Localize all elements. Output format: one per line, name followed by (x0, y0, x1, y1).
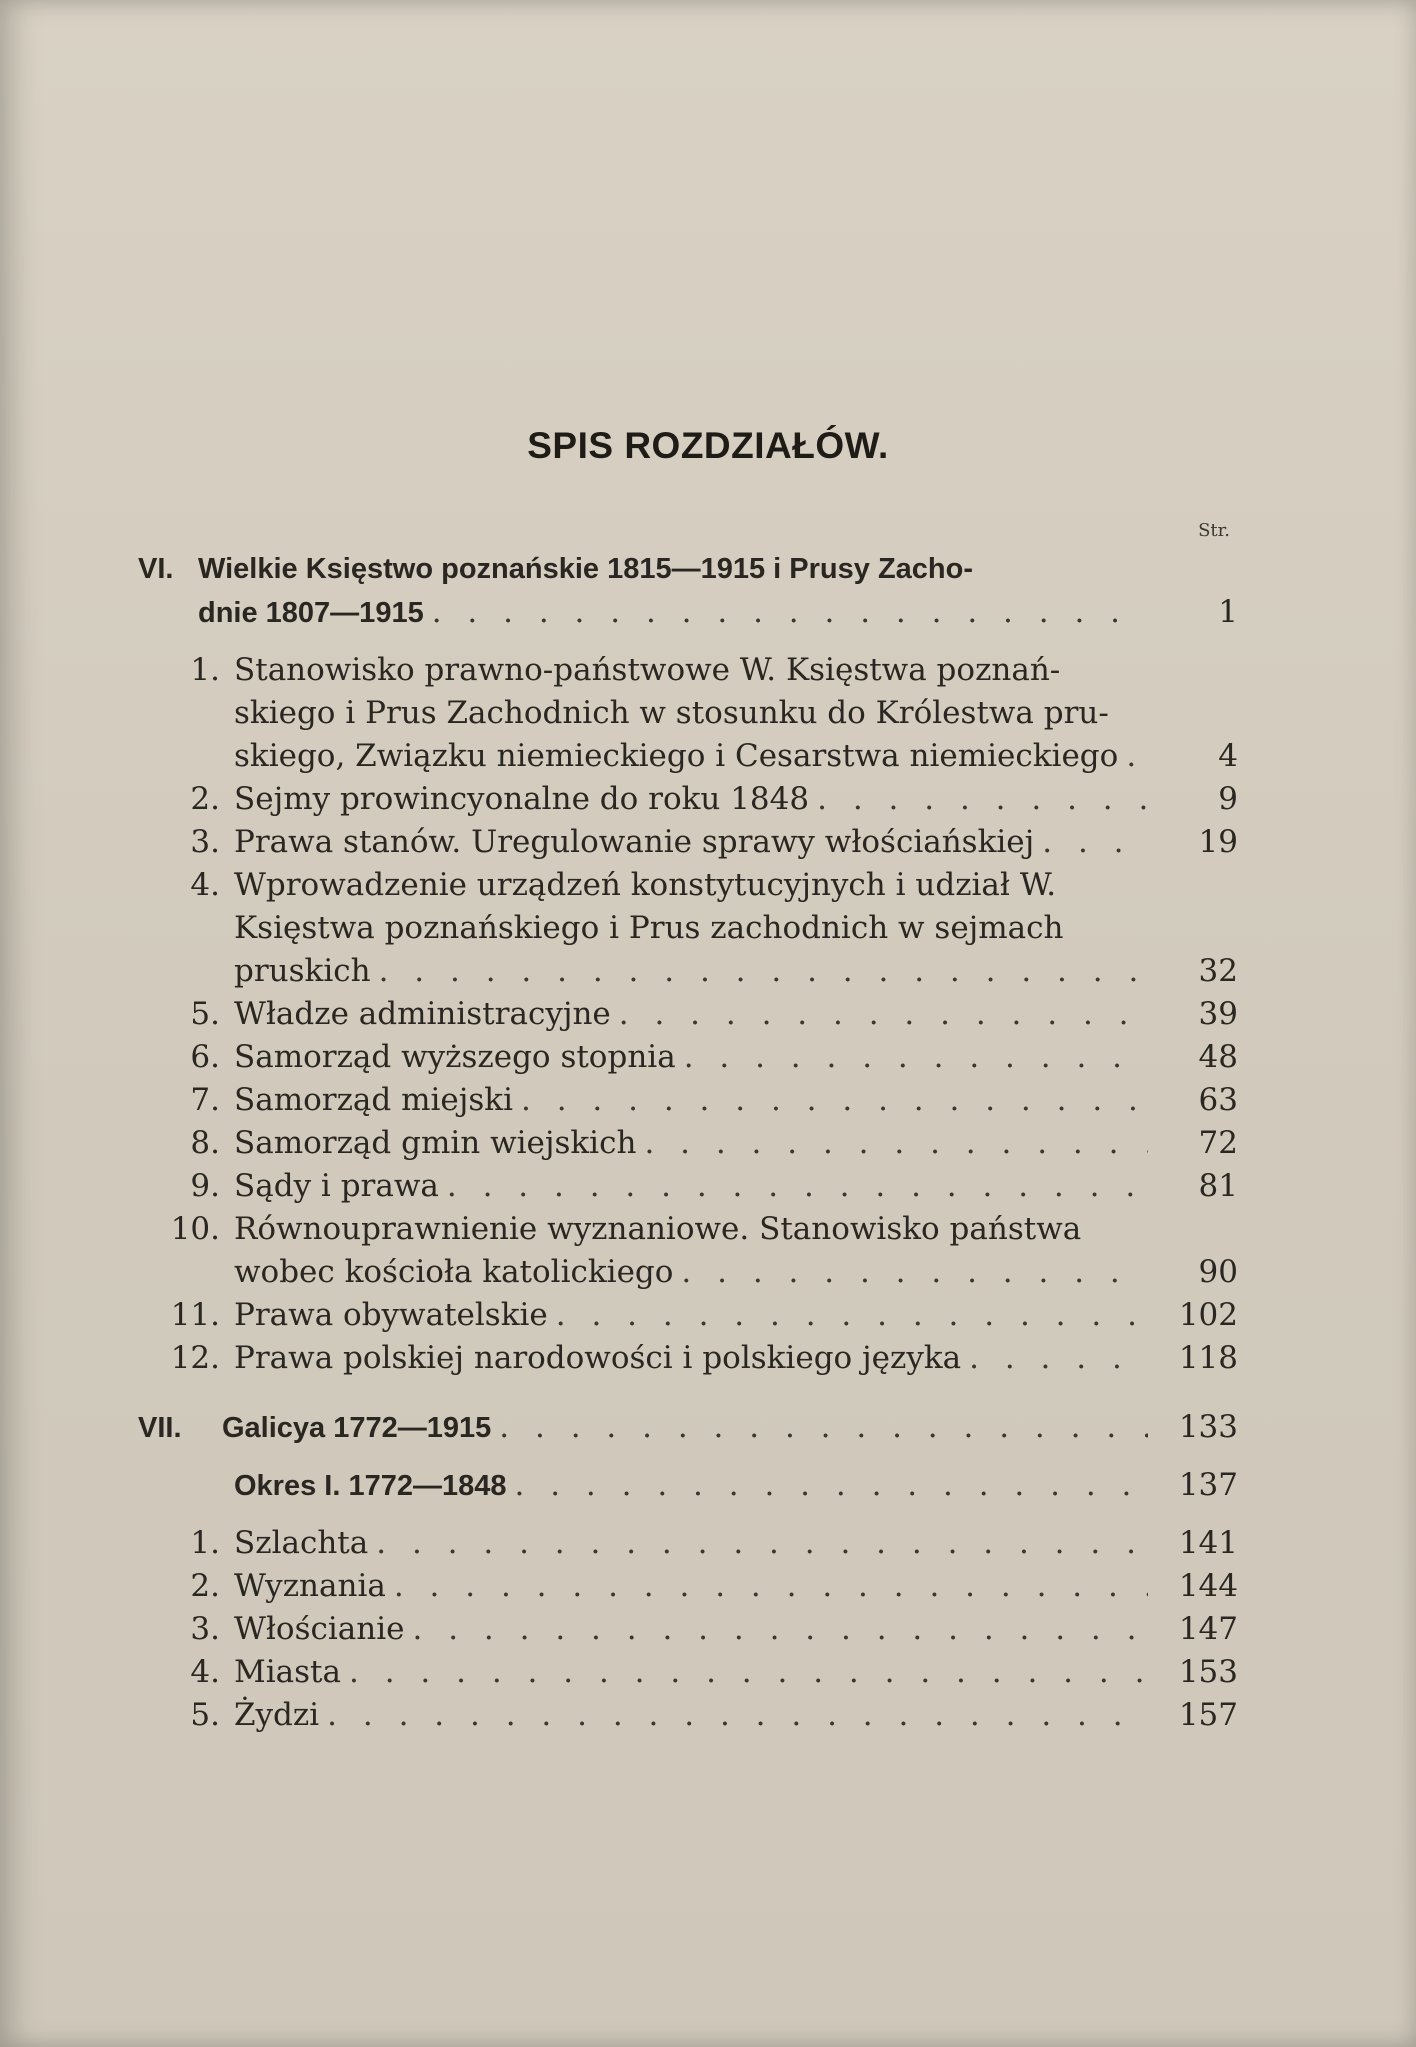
entry-number: 9. (190, 1168, 220, 1204)
leader-dots (394, 1565, 1148, 1608)
toc-entry-line (138, 778, 1238, 821)
toc-entry (138, 1651, 1238, 1694)
entry-text-wrap (234, 1036, 1156, 1079)
toc-entry (138, 1522, 1238, 1565)
entry-text: Miasta (234, 1654, 341, 1690)
entry-text-wrap (234, 1122, 1156, 1165)
chapter-title-line: dnie 1807—1915 (198, 597, 424, 629)
entry-text: Włościanie (234, 1611, 405, 1647)
entry-text: Władze administracyjne (234, 996, 611, 1032)
page-number: 90 (1198, 1254, 1238, 1290)
entry-text: wobec kościoła katolickiego (234, 1254, 674, 1290)
entry-number: 10. (170, 1211, 220, 1247)
entry-text: Stanowisko prawno-państwowe W. Księstwa poznań- (234, 652, 1061, 688)
page-number: 32 (1198, 953, 1238, 989)
entry-text: Samorząd miejski (234, 1082, 513, 1118)
entry-text-wrap (234, 1608, 1156, 1651)
entry-number: 11. (170, 1297, 220, 1333)
entry-text-wrap (234, 1694, 1156, 1737)
leader-dots (619, 993, 1148, 1036)
entry-text: Sądy i prawa (234, 1168, 439, 1204)
page-number: 141 (1178, 1525, 1238, 1561)
toc-entry (138, 1565, 1238, 1608)
toc-entry-line (138, 692, 1238, 735)
entry-text-wrap (234, 1651, 1156, 1694)
entry-number: 3. (190, 1611, 220, 1647)
chapter-numeral: VI. (138, 553, 174, 585)
entry-text: Wprowadzenie urządzeń konstytucyjnych i udział W. (234, 867, 1057, 903)
leader-dots (681, 1251, 1148, 1294)
leader-dots (556, 1294, 1148, 1337)
leader-dots (817, 778, 1148, 821)
leader-dots (684, 1036, 1148, 1079)
entry-text-wrap (234, 950, 1156, 993)
entry-number: 2. (190, 781, 220, 817)
page-number: 137 (1178, 1467, 1238, 1503)
leader-dots (514, 1464, 1148, 1507)
page-column-label: Str. (1198, 520, 1230, 541)
toc-entry-line (138, 1251, 1238, 1294)
entry-text-wrap (234, 993, 1156, 1036)
entry-text-wrap (234, 1565, 1156, 1608)
entry-text-wrap (234, 1251, 1156, 1294)
page-number: 133 (1178, 1409, 1238, 1445)
entry-text: skiego i Prus Zachodnich w stosunku do Królestwa pru- (234, 695, 1109, 731)
chapter-vi-heading-cont (138, 591, 1238, 635)
leader-dots (447, 1165, 1148, 1208)
page-number: 157 (1178, 1697, 1238, 1733)
toc-entry-line (138, 649, 1238, 692)
toc-entry-line (138, 1337, 1238, 1380)
page-number: 63 (1198, 1082, 1238, 1118)
chapter-vii-items (138, 1522, 1238, 1737)
entry-number: 4. (190, 1654, 220, 1690)
page-number: 118 (1178, 1340, 1238, 1376)
entry-text: Żydzi (234, 1697, 320, 1733)
page-number: 81 (1198, 1168, 1238, 1204)
entry-text: Samorząd gmin wiejskich (234, 1125, 637, 1161)
entry-number: 7. (190, 1082, 220, 1118)
entry-text-wrap (234, 1522, 1156, 1565)
leader-dots (379, 950, 1148, 993)
leader-dots (327, 1694, 1148, 1737)
page-number: 4 (1218, 738, 1238, 774)
leader-dots (412, 1608, 1148, 1651)
toc-entry-line (138, 1036, 1238, 1079)
period-title: Okres I. 1772—1848 (234, 1470, 507, 1502)
entry-number: 5. (190, 996, 220, 1032)
entry-number: 8. (190, 1125, 220, 1161)
page-number: 48 (1198, 1039, 1238, 1075)
toc-entry (138, 1694, 1238, 1737)
leader-dots (349, 1651, 1148, 1694)
page-number: 19 (1198, 824, 1238, 860)
entry-text: Prawa polskiej narodowości i polskiego języka (234, 1340, 962, 1376)
entry-number: 6. (190, 1039, 220, 1075)
entry-text: Szlachta (234, 1525, 369, 1561)
entry-text-wrap (234, 1294, 1156, 1337)
page-number: 153 (1178, 1654, 1238, 1690)
toc-entry-line (138, 1208, 1238, 1251)
leader-dots (521, 1079, 1148, 1122)
entry-text: skiego, Związku niemieckiego i Cesarstwa niemieckiego (234, 738, 1119, 774)
page-number: 9 (1218, 781, 1238, 817)
entry-text: Prawa stanów. Uregulowanie sprawy włościańskiej (234, 824, 1035, 860)
toc-entry-line (138, 1122, 1238, 1165)
toc-entry-line (138, 993, 1238, 1036)
entry-text: Równouprawnienie wyznaniowe. Stanowisko państwa (234, 1211, 1082, 1247)
toc-entry-line (138, 1079, 1238, 1122)
leader-dots (644, 1122, 1148, 1165)
page-number: 144 (1178, 1568, 1238, 1604)
leader-dots (499, 1406, 1148, 1449)
leader-dots (432, 591, 1148, 634)
page-number: 1 (1218, 594, 1238, 630)
toc-entry-line (138, 821, 1238, 864)
chapter-vi-items (138, 649, 1238, 1380)
entry-text-wrap (234, 1337, 1156, 1380)
entry-number: 2. (190, 1568, 220, 1604)
chapter-numeral: VII. (138, 1412, 182, 1444)
leader-dots (969, 1337, 1148, 1380)
entry-number: 1. (190, 1525, 220, 1561)
page-number: 39 (1198, 996, 1238, 1032)
entry-number: 12. (170, 1340, 220, 1376)
entry-text: Sejmy prowincyonalne do roku 1848 (234, 781, 810, 817)
table-of-contents (138, 548, 1238, 1737)
chapter-title: Galicya 1772—1915 (222, 1412, 492, 1444)
toc-entry-line (138, 864, 1238, 907)
chapter-vii-heading (138, 1406, 1238, 1450)
toc-entry-line (138, 1165, 1238, 1208)
toc-entry (138, 1608, 1238, 1651)
toc-entry-line (138, 907, 1238, 950)
toc-entry-line (138, 950, 1238, 993)
entry-number: 3. (190, 824, 220, 860)
entry-text: Samorząd wyższego stopnia (234, 1039, 676, 1075)
page-number: 72 (1198, 1125, 1238, 1161)
toc-entry-line (138, 1294, 1238, 1337)
entry-text: Prawa obywatelskie (234, 1297, 548, 1333)
page-number: 147 (1178, 1611, 1238, 1647)
entry-text: pruskich (234, 953, 371, 989)
entry-number: 1. (190, 652, 220, 688)
period-heading (138, 1464, 1238, 1508)
entry-number: 4. (190, 867, 220, 903)
page-title: SPIS ROZDZIAŁÓW. (527, 425, 889, 466)
entry-text-wrap (234, 821, 1156, 864)
entry-text-wrap (234, 1165, 1156, 1208)
entry-text: Wyznania (234, 1568, 386, 1604)
chapter-vi-heading (138, 548, 1238, 591)
entry-text-wrap (234, 778, 1156, 821)
leader-dots (1042, 821, 1148, 864)
entry-text-wrap (234, 735, 1156, 778)
entry-number: 5. (190, 1697, 220, 1733)
entry-text: Księstwa poznańskiego i Prus zachodnich w sejmach (234, 910, 1064, 946)
toc-entry-line (138, 735, 1238, 778)
entry-text-wrap (234, 1079, 1156, 1122)
page-number: 102 (1178, 1297, 1238, 1333)
leader-dots (1126, 735, 1148, 778)
leader-dots (376, 1522, 1148, 1565)
chapter-title-line: Wielkie Księstwo poznańskie 1815—1915 i Prusy Zacho- (198, 553, 973, 585)
